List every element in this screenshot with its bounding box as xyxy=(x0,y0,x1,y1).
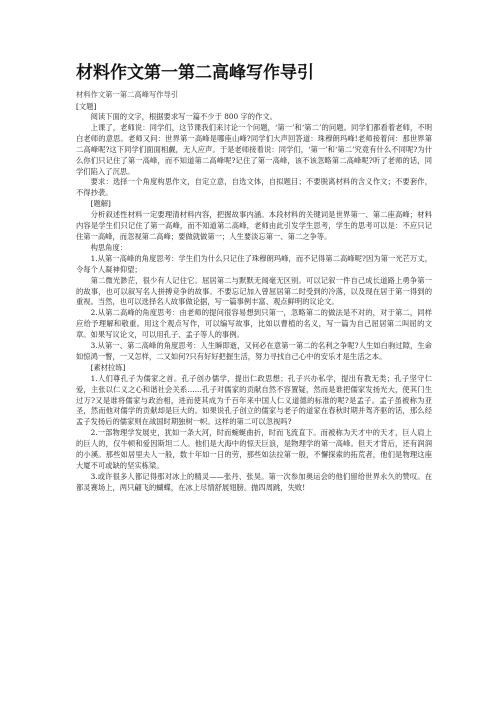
angle-1-continued: 第二微光渺茫，很少有人记住它。屈居第二与默默无闻毫无区别。可以记叙一件自己成长道路上勇争第一的故事，也可以叙写名人拼搏竞争的故事。不要忘记加入曾屈居第二时受到的冷落，以及现在居于第一得到的重视。当然，也可以选择名人故事做论据，写一篇事例丰富、观点鲜明的议论文。 xyxy=(76,275,432,307)
section-heading-analysis: [题解] xyxy=(90,199,111,209)
document-title: 材料作文第一第二高峰写作导引 xyxy=(76,63,314,83)
material-1-paragraph: 1.人们尊孔子为儒家之首。孔子创办儒学，提出仁政思想；孔子兴办私学，提出有教无类；孔子坚守仁爱，主张以仁义之心和谐社会关系……孔子对儒家的贡献自然不容置疑，然而是谁把儒家发扬光大，使其门生过万?又是谁将儒家与政治相，进而使其成为千百年来中国人仁义道德的标准的呢?是孟子。孟子虽被称为亚圣，然而他对儒学的贡献却是巨大的。如果说孔子创立的儒家与老子的道家在春秋时期并驾齐驱的话，那么经孟子发扬后的儒家则在战国时期独树一帜。这样的第二可以忽视吗? xyxy=(76,373,432,427)
angle-3-paragraph: 3.从第一、第二高峰的角度思考：人生瞬即逝，又何必在意第一第二的名利之争呢?人生如白驹过隙，生命如惊鸿一瞥，一又怎样，二又如何?只有好好把握生活，努力寻找自己心中的安乐才是生活之本。 xyxy=(76,341,432,361)
section-heading-material: [素材拉练] xyxy=(90,362,126,372)
document-subtitle: 材料作文第一第二高峰写作导引 xyxy=(76,90,179,99)
analysis-paragraph: 分析叙述性材料一定要理清材料内容，把握故事内涵。本段材料的关键词是世界第一、第二座高峰；材料内容是学生们只记住了第一高峰，而不知道第二高峰，老师由此引发学生思考，学生的思考可以是：不应只记住第一高峰，而忽视第二高峰；要做就做第一；人生要淡忘第一、第二之争等。 xyxy=(76,210,432,241)
material-2-paragraph: 2.一部物理学发展史，犹如一条大河，时而蜿蜒曲折，时而飞流直下。而被称为天才中的天才，巨人肩上的巨人的，仅牛顿和爱因斯坦二人。他们是大海中的惊天巨浪，是物理学的第一高峰。但天才背后，还有润润的小溪。那些如居里夫人一般，数十年如一日的劳，那些如法拉第一般，不懈探索的拓荒者，他们是物理这座大厦不可或缺的坚实栋梁。 xyxy=(76,428,432,470)
prompt-intro: 阅读下面的文字，根据要求写一篇不少于 800 字的作文。 xyxy=(90,112,277,121)
section-heading-prompt: [文题] xyxy=(76,102,97,111)
angle-1-paragraph: 1.从第一高峰的角度思考：学生们为什么只记住了珠穆朗玛峰，而不记得第二高峰呢?因为第一光芒万丈，令每个人凝神仰望； xyxy=(76,253,432,274)
material-3-paragraph: 3.或许很多人都记得那对冰上的精灵——张丹、张昊。第一次参加奥运会的他们留给世界永久的赞叹。在都灵赛场上，两只翩飞的蝴蝶，在冰上尽情舒展翅膀。抛四周跳，失败! xyxy=(76,471,432,492)
angles-heading: 构思角度： xyxy=(90,242,128,252)
requirements-paragraph: 要求：选择一个角度构思作文，自定立意，自选文体，自拟题目；不要脱离材料的含义作文；不要套作，不得抄袭。 xyxy=(76,177,432,198)
prompt-body: 上课了，老师说：同学们，这节课我们来讨论一个问题，‘第一’和‘第二’的问题。同学们都看着老师，不明白老师的意思。老师又问：世界第一高峰是哪座山峰?同学们大声回答道：珠穆朗玛峰!老师接着问：那世界第二高峰呢?这下同学们面面相觑，无人应声。于是老师接着说：同学们，‘第一’和‘第二’究竟有什么不同呢?为什么你们只记住了第一高峰，而不知道第二高峰呢?记住了第一高峰，该不该忽略第二高峰呢?听了老师的话，同学们陷入了沉思。 xyxy=(76,122,432,176)
angle-2-paragraph: 2.从第二高峰的角度思考：由老师的提问很容易想到只第一，忽略第二的做法是不对的，对于第二，同样应给予理解和敬重。用这个观点写作，可以编写故事，比如以曹植的名义，写一篇为自己屈居第二叫屈的文章。如果写议论文，可以用孔子、孟子等人的事例。 xyxy=(76,308,432,340)
